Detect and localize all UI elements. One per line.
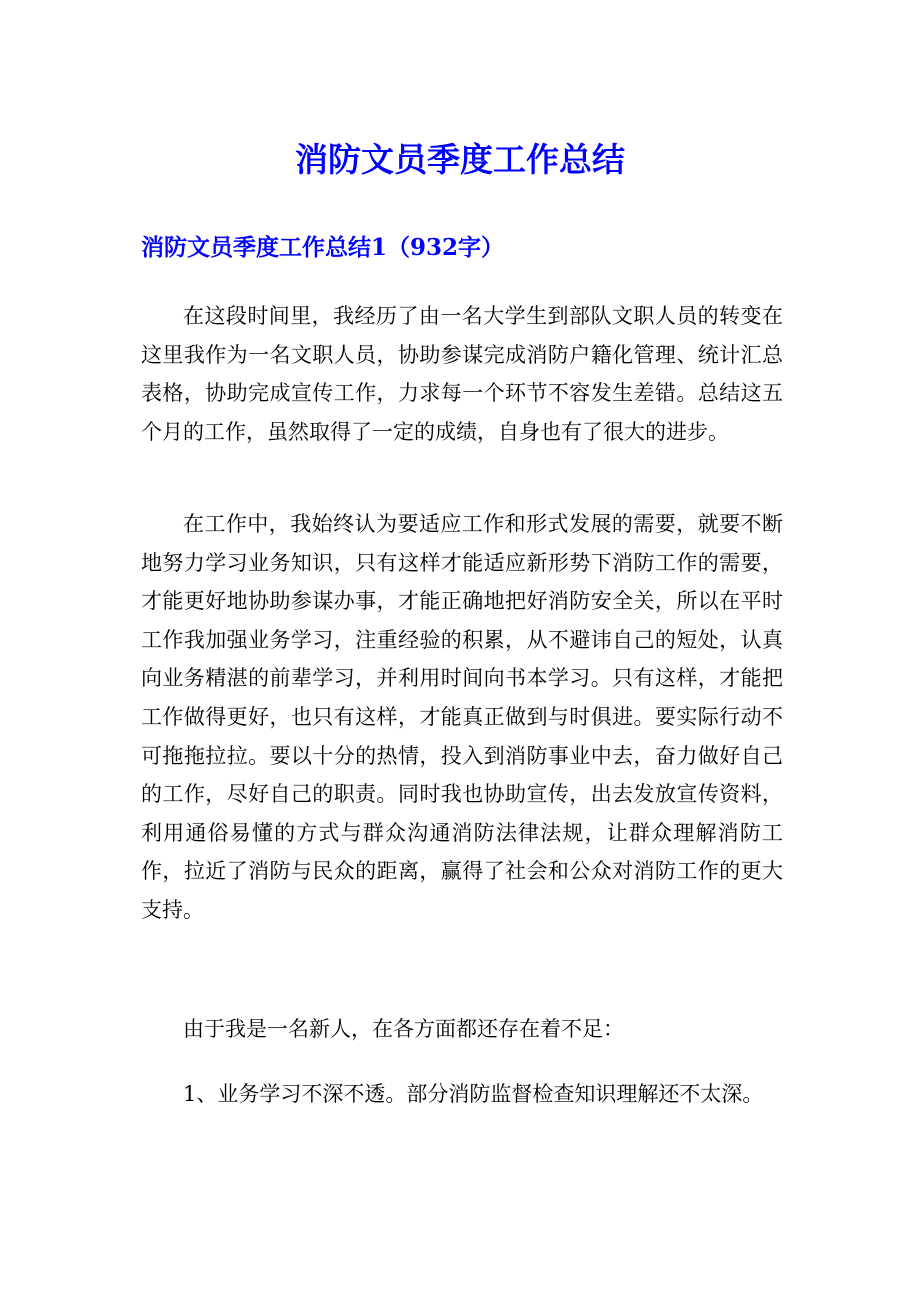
paragraph-shortcomings: 由于我是一名新人，在各方面都还存在着不足： [183, 1017, 624, 1041]
paragraph-intro: 在这段时间里，我经历了由一名大学生到部队文职人员的转变在这里我作为一名文职人员，协助参谋完成消防户籍化管理、统计汇总表格，协助完成宣传工作，力求每一个环节不容发生差错。总结这五个月的工作，虽然取得了一定的成绩，自身也有了很大的进步。 [141, 304, 783, 444]
paragraph-list-item-1: 1、业务学习不深不透。部分消防监督检查知识理解还不太深。 [183, 1082, 764, 1106]
paragraph-work: 在工作中，我始终认为要适应工作和形式发展的需要，就要不断地努力学习业务知识，只有这样才能适应新形势下消防工作的需要，才能更好地协助参谋办事，才能正确地把好消防安全关，所以在平时工作我加强业务学习，注重经验的积累，从不避讳自己的短处，认真向业务精湛的前辈学习，并利用时间向书本学习。只有这样，才能把工作做得更好，也只有这样，才能真正做到与时俱进。要实际行动不可拖拖拉拉。要以十分的热情，投入到消防事业中去，奋力做好自己的工作，尽好自己的职责。同时我也协助宣传，出去发放宣传资料，利用通俗易懂的方式与群众沟通消防法律法规，让群众理解消防工作，拉近了消防与民众的距离，赢得了社会和公众对消防工作的更大支持。 [141, 512, 783, 922]
section-heading: 消防文员季度工作总结1（932字） [141, 234, 505, 261]
document-title: 消防文员季度工作总结 [295, 140, 625, 179]
